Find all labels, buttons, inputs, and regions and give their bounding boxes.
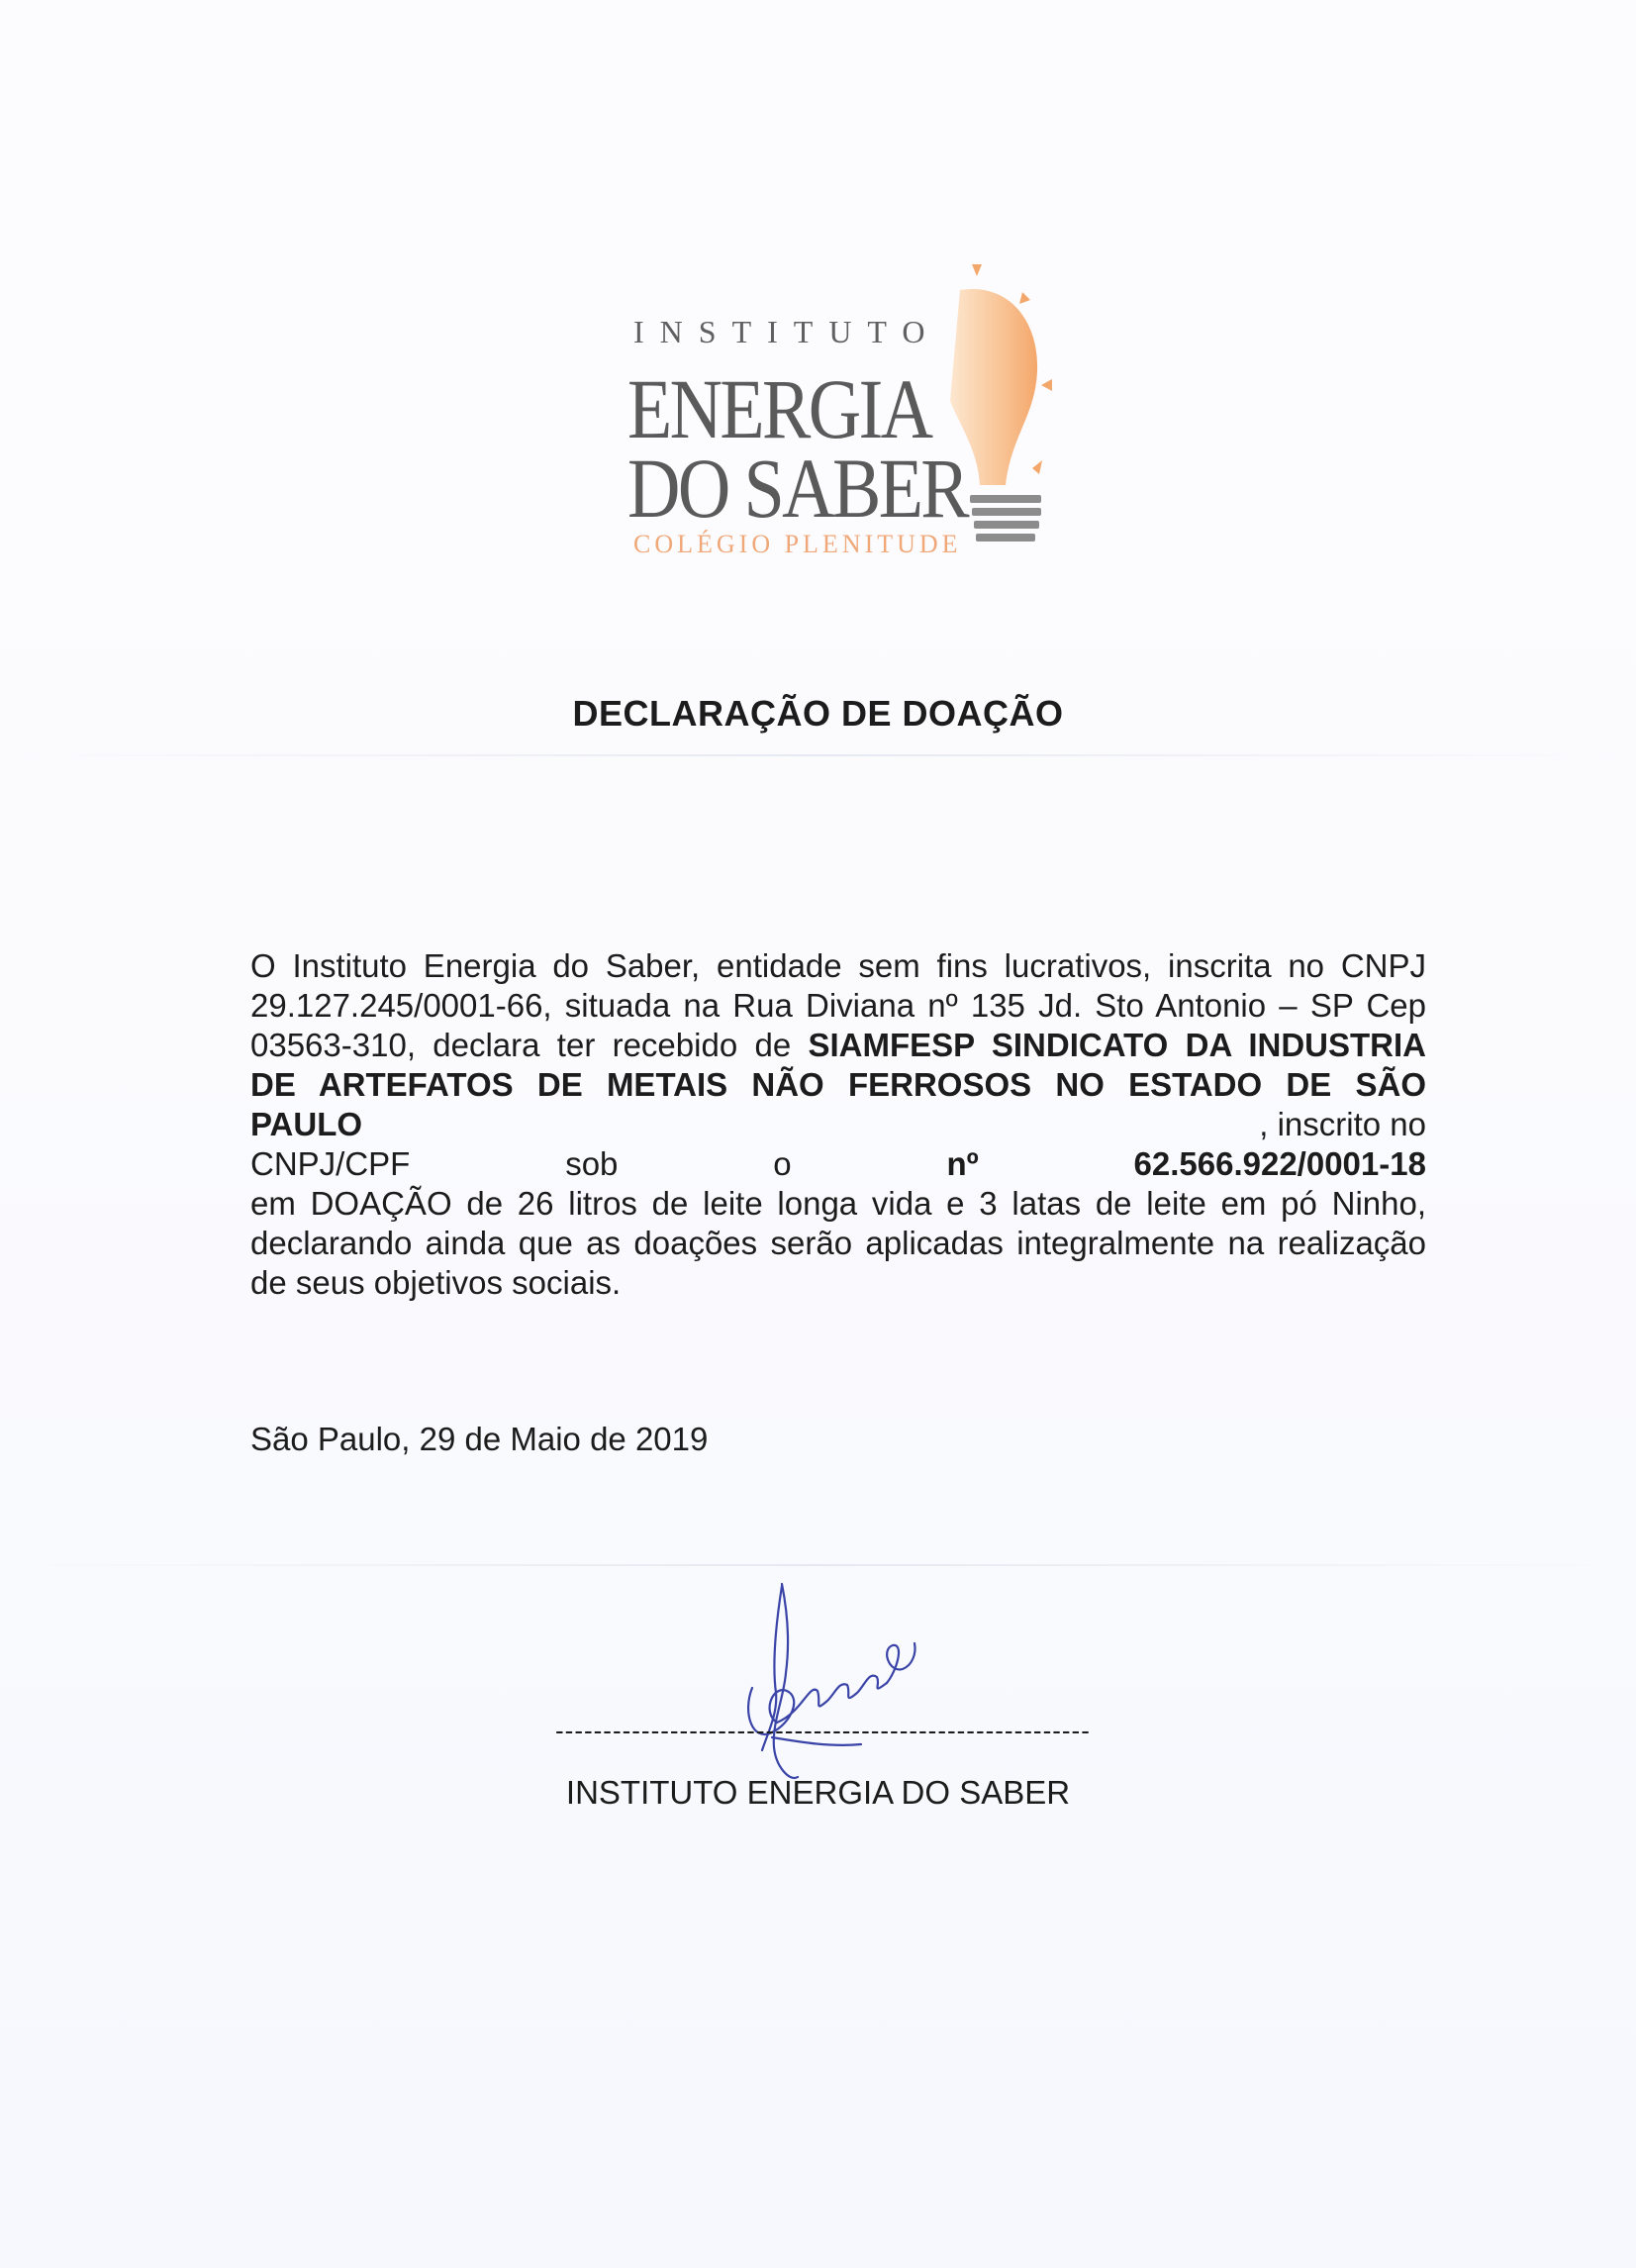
paragraph-line: em DOAÇÃO de 26 litros de leite longa vida e 3 latas de leite em pó Ninho, [250, 1185, 1426, 1222]
paragraph-text: o [773, 1145, 792, 1182]
paper-fold-line [0, 754, 1636, 756]
logo-subtitle: COLÉGIO PLENITUDE [633, 530, 962, 558]
institute-logo [624, 252, 1079, 569]
donor-name: DE ARTEFATOS DE METAIS NÃO FERROSOS NO ESTADO DE SÃO [250, 1066, 1426, 1103]
donor-name: PAULO [250, 1106, 363, 1142]
logo-do-saber-text: DO SABER [627, 441, 968, 536]
paragraph-text: CNPJ/CPF [250, 1145, 411, 1182]
logo-instituto-text: INSTITUTO [633, 314, 941, 349]
paragraph-line: 29.127.245/0001-66, situada na Rua Diviana nº 135 Jd. Sto Antonio – SP Cep [250, 987, 1426, 1024]
donor-cnpj: 62.566.922/0001-18 [1133, 1145, 1426, 1182]
logo-energia-text: ENERGIA [627, 361, 931, 456]
paragraph-text: sob [565, 1145, 619, 1182]
declaration-paragraph [250, 946, 1426, 1303]
document-title: DECLARAÇÃO DE DOAÇÃO [572, 693, 1064, 734]
paragraph-line [250, 1144, 1426, 1184]
paragraph-text: , inscrito no [1259, 1106, 1426, 1142]
paragraph-line [250, 1105, 1426, 1144]
document-date: São Paulo, 29 de Maio de 2019 [250, 1421, 709, 1457]
signature-line: -------------------------------------------------------- [555, 1716, 1091, 1745]
paper-fold-line [0, 1564, 1636, 1566]
paragraph-line: de seus objetivos sociais. [250, 1264, 622, 1301]
handwritten-signature [732, 1574, 920, 1792]
paragraph-text: 03563-310, declara ter recebido de [250, 1027, 792, 1063]
paragraph-line: declarando ainda que as doações serão aplicadas integralmente na realização [250, 1225, 1426, 1261]
donor-name: SIAMFESP SINDICATO DA INDUSTRIA [808, 1027, 1427, 1063]
paragraph-text: nº [946, 1145, 979, 1182]
paragraph-line [250, 1026, 1426, 1065]
signature-label: INSTITUTO ENERGIA DO SABER [565, 1774, 1071, 1811]
paragraph-line: O Instituto Energia do Saber, entidade sem fins lucrativos, inscrita no CNPJ [250, 947, 1426, 984]
